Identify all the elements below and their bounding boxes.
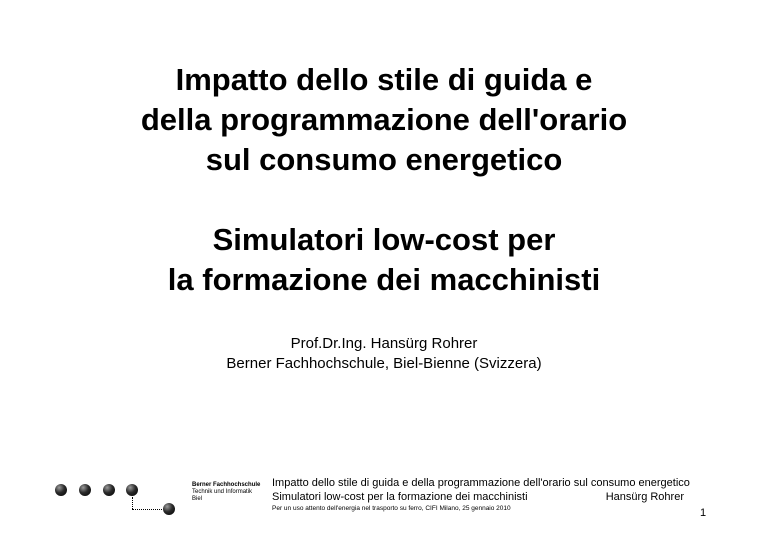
page-number: 1 (700, 507, 707, 519)
footer-title (272, 476, 690, 490)
slide-title-line: Impatto dello stile di guida e (175, 62, 593, 97)
footer-event: Per un uso attento dell'energia nel trasporto su ferro, CIFI Milano, 25 gennaio 2010 (272, 505, 511, 512)
logo-dot (79, 484, 91, 496)
institution-block (192, 482, 260, 503)
slide-subtitle-line: Simulatori low-cost per (212, 222, 556, 257)
author-name: Prof.Dr.Ing. Hansürg Rohrer (290, 335, 478, 352)
slide-title-line: della programmazione dell'orario (140, 102, 628, 137)
footer (272, 476, 690, 514)
logo-dotted-line (132, 509, 162, 510)
logo-dot (163, 503, 175, 515)
bfh-logo-icon (55, 478, 185, 523)
footer-subtitle: Simulatori low-cost per la formazione dei macchinisti (272, 491, 528, 503)
footer-subtitle-row (272, 490, 684, 504)
slide-title-line: sul consumo energetico (205, 142, 563, 177)
footer-author: Hansürg Rohrer (605, 491, 684, 503)
logo-dot (55, 484, 67, 496)
logo-dot (103, 484, 115, 496)
institution-name: Berner Fachhochschule (192, 482, 261, 488)
institution-city: Biel (192, 496, 203, 502)
author-affiliation: Berner Fachhochschule, Biel-Bienne (Svizzera) (226, 355, 542, 372)
logo-dotted-line (132, 497, 133, 509)
footer-title-text: Impatto dello stile di guida e della programmazione dell'orario sul consumo energetico (272, 477, 690, 489)
slide-subtitle (0, 220, 768, 300)
slide-title (0, 60, 768, 180)
author-block (0, 334, 768, 374)
logo-dot (126, 484, 138, 496)
institution-dept: Technik und Informatik (192, 489, 253, 495)
slide-subtitle-line: la formazione dei macchinisti (167, 262, 601, 297)
